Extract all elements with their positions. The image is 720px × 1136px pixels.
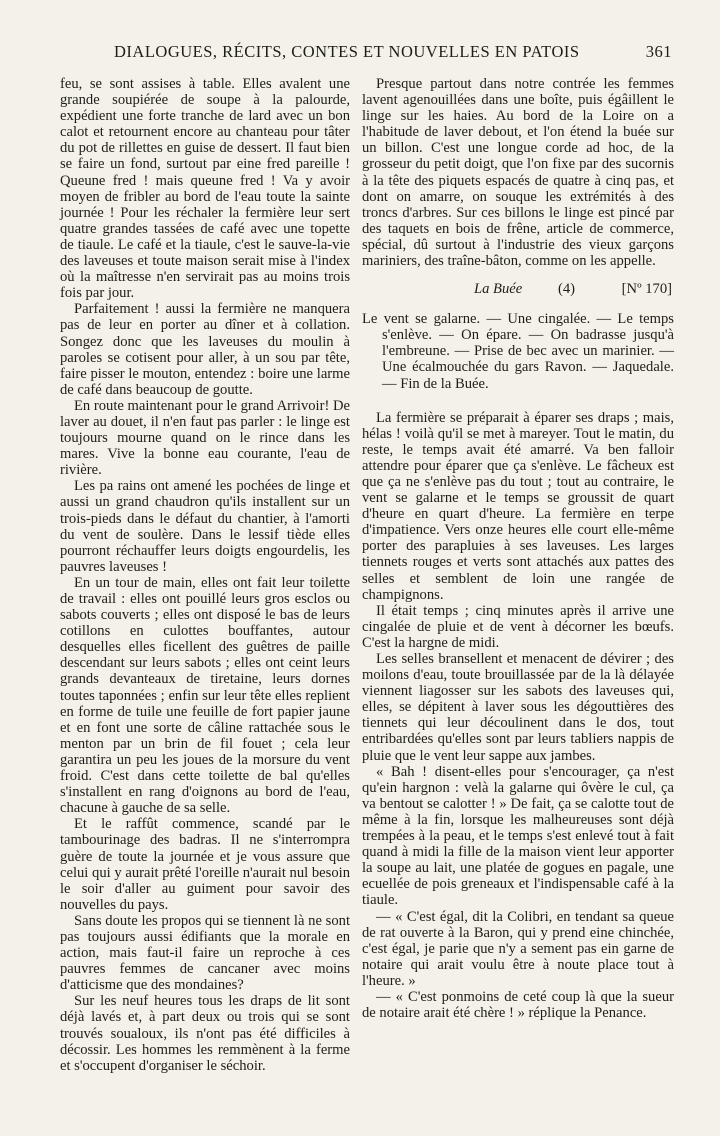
section-summary: Le vent se galarne. — Une cingalée. — Le temps s'enlève. — On épare. — On badrasse jusqu'à l'embreune. — Prise de bec avec un marinier. — Une écalmouchée du gars Ravon. — Jaquedale. — Fin de la Buée.: [362, 311, 674, 392]
running-header: [60, 42, 680, 64]
paragraph: En route maintenant pour le grand Arrivoir! De laver au douet, il n'en faut pas parler : le linge est toujours mourne quand on le rince dans les mares. Vive la bonne eau courante, l'eau de rivière.: [60, 397, 350, 479]
footnote-marker: (4): [558, 281, 576, 298]
right-column: [362, 76, 674, 1021]
paragraph: Il était temps ; cinq minutes après il arrive une cingalée de pluie et de vent à décorner les bœufs. C'est la hargne de midi.: [362, 602, 674, 651]
paragraph: « Bah ! disent-elles pour s'encourager, ça n'est qu'ein hargnon : velà la galarne qui ôvère le cul, ça va bentout se calotter ! » De fait, ça se calotte tout de même à la fin, lorsque les malheureuses sont déjà trempées à la peau, et le temps s'est enlevé tout à fait quand à midi la fille de la maison vient leur apporter la soupe au lait, une platée de gogues en pagale, une ecuellée de pois greneaux et l'indispensable café à la tiaule.: [362, 763, 674, 909]
left-column: [60, 76, 350, 1074]
paragraph: La fermière se préparait à éparer ses draps ; mais, hélas ! voilà qu'il se met à mareyer. Tout le matin, du reste, le temps avait été amarré. Va ben falloir attendre pour éparer que ça s'enlève. Le fâcheux est que ça ne s'enlève pas du tout ; tout au contraire, le vent se galarne et le temps se groussit de quart d'heure en quart d'heure. La fermière en terpe d'impatience. Vers onze heures elle court elle-même porter des parapluies à ses laveuses. Les larges tiennets rouges et verts sont attachés aux pattes des selles et semblent de loin une rangée de champignons.: [362, 409, 674, 603]
paragraph: Sur les neuf heures tous les draps de lit sont déjà lavés et, à part deux ou trois qui se sont trouvés soualoux, ils n'ont pas été difficiles à décossir. Les hommes les remmènent à la ferme et s'occupent d'organiser le séchoir.: [60, 993, 350, 1074]
paragraph: — « C'est ponmoins de ceté coup là que la sueur de notaire arait été chère ! » réplique la Penance.: [362, 988, 674, 1022]
paragraph: Les selles bransellent et menacent de dévirer ; des moilons d'eau, toute brouillassée par de la là délayée viennent liagosser sur les sabots des laveuses qui, elles, se dépitent à laver sous les dégouttières des tiennets qui leur découlinent dans le dos, tout entribardées qu'elles sont par leurs tabliers nappis de pluie que le vent leur sappe aux jambes.: [362, 651, 674, 764]
section-title: La Buée: [474, 281, 523, 298]
paragraph: — « C'est égal, dit la Colibri, en tendant sa queue de rat ouverte à la Baron, qui y prend eine chinchée, c'est égal, je parie que n'y a sement pas ein garne de notaire qui arait voulu être à noute place tout à l'heure. »: [362, 908, 674, 989]
running-title: DIALOGUES, RÉCITS, CONTES ET NOUVELLES EN PATOIS: [114, 42, 580, 61]
paragraph: Sans doute les propos qui se tiennent là ne sont pas toujours aussi édifiants que la morale en action, mais faut-il faire un reproche à ces pauvres femmes de cancaner avec moins d'atticisme que des mondaines?: [60, 912, 350, 994]
page-number: 361: [645, 42, 672, 61]
paragraph: Les pa rains ont amené les pochées de linge et aussi un grand chaudron qu'ils installent sur un trois-pieds dans le défaut du chantier, à l'amorti du vent de soulère. Dans le lessif tiède elles pourront réchauffer leurs doigts engourdelis, les pauvres laveuses !: [60, 478, 350, 575]
section-heading: [362, 281, 674, 299]
paragraph: Et le raffût commence, scandé par le tambourinage des badras. Il ne s'interrompra guère de toute la journée et je vous assure que celui qui y aurait prêté l'oreille n'aurait nul besoin le soir d'aller au guiment pour savoir des nouvelles du pays.: [60, 816, 350, 913]
paragraph: Parfaitement ! aussi la fermière ne manquera pas de leur en porter au dîner et à collation. Songez donc que les laveuses du moulin à paroles se cotisent pour aller, à un sou par tête, faire pisser le mouton, entendez : boire une larme de café dans beaucoup de goutte.: [60, 301, 350, 398]
paragraph: Presque partout dans notre contrée les femmes lavent agenouillées dans une boîte, puis égâillent le linge sur les haies. Au bord de la Loire on a l'habitude de laver debout, et l'on étend la buée sur un billon. C'est une longue corde ad hoc, de la grosseur du petit doigt, que l'on fixe par des sucornis à la tête des piquets espacés de quatre à cinq pas, et dont on amarre, on souque les extrémités à des troncs d'arbres. Sur ces billons le linge est pincé par des taquets en bois de frêne, article de commerce, spécial, dû surtout à l'industrie des vieux garçons mariniers, des traîne-bâton, comme on les appelle.: [362, 76, 674, 270]
section-reference: [Nº 170]: [621, 281, 672, 298]
paragraph: feu, se sont assises à table. Elles avalent une grande soupiérée de soupe à la palourde, expédient une forte tranche de lard avec un bon calot et retournent encore au chanteau pour tâter du pot de rillettes en guise de dessert. Il faut bien se faire un fond, surtout par eine fred pareille ! Queune fred ! mais queune fred ! Va y avoir moyen de fribler au bord de l'eau toute la sainte journée ! Pour les réchaler la fermière leur sert quatre grandes tassées de café avec une topette de tiaule. Le café et la tiaule, c'est le sauve-la-vie des laveuses et toute maison serait mise à l'index où la maîtresse n'en servirait pas au moins trois fois par jour.: [60, 76, 350, 302]
paragraph: En un tour de main, elles ont fait leur toilette de travail : elles ont pouillé leurs gros esclos ou sabots couverts ; elles ont disposé le bas de leurs cotillons en culottes bouffantes, autour desquelles elles ficellent des guêtres de paille descendant sur leurs sabots ; elles ont ceint leurs grands devanteaux de tiretaine, leurs dornes toutes taponnées ; enfin sur leur tête elles replient en forme de tuile une feuille de fort papier jaune et en font une sorte de câline rattachée sous le menton par un brin de fil fouet ; cela leur garantira un peu les joues de la morsure du vent froid. C'est dans cette toilette de bal qu'elles s'installent en rang d'oignons au bord de l'eau, chacune à gauche de sa selle.: [60, 574, 350, 817]
